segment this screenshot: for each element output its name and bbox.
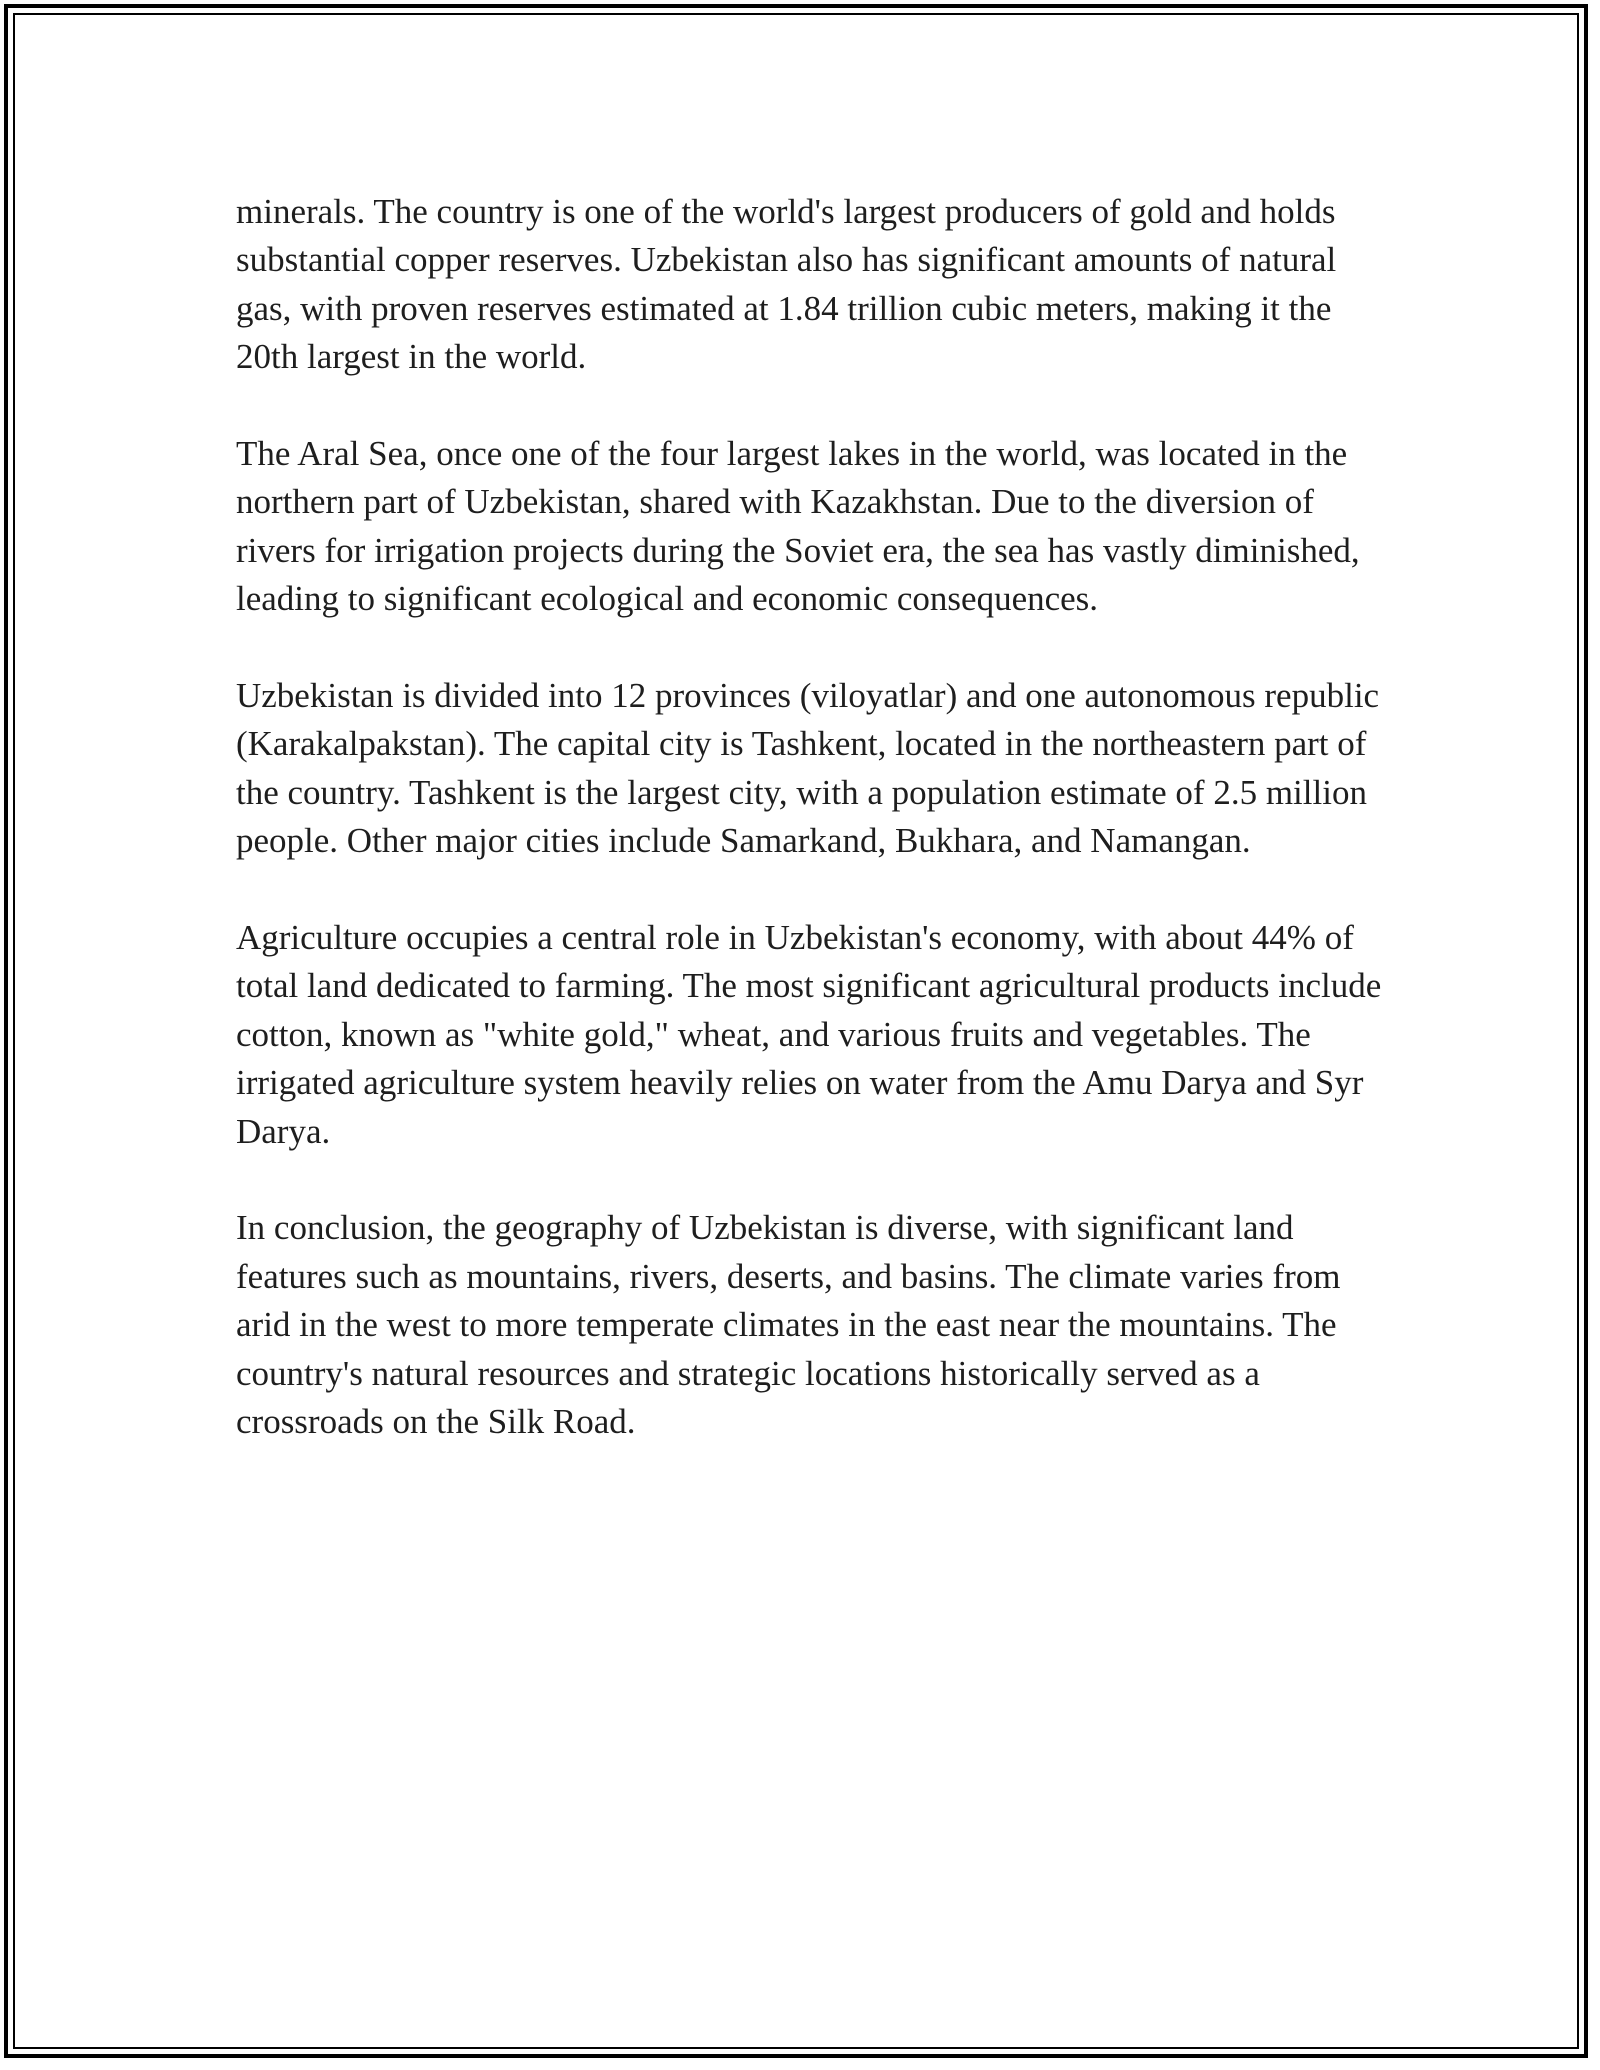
document-body — [236, 188, 1386, 1495]
paragraph-minerals: minerals. The country is one of the world's largest producers of gold and holds substantial copper reserves. Uzbekistan also has significant amounts of natural gas, with proven reserves estimated at 1.84 trillion cubic meters, making it the 20th largest in the world. — [236, 192, 1337, 377]
paragraph-aral-sea: The Aral Sea, once one of the four largest lakes in the world, was located in the northern part of Uzbekistan, shared with Kazakhstan. Due to the diversion of rivers for irrigation projects during the Soviet era, the sea has vastly diminished, leading to significant ecological and economic consequences. — [236, 434, 1360, 619]
paragraph-provinces: Uzbekistan is divided into 12 provinces (viloyatlar) and one autonomous republic (Karakalpakstan). The capital city is Tashkent, located in the northeastern part of the country. Tashkent is the largest city, with a population estimate of 2.5 million people. Other major cities include Samarkand, Bukhara, and Namangan. — [236, 676, 1380, 861]
paragraph-agriculture: Agriculture occupies a central role in Uzbekistan's economy, with about 44% of total land dedicated to farming. The most significant agricultural products include cotton, known as "white gold," wheat, and various fruits and vegetables. The irrigated agriculture system heavily relies on water from the Amu Darya and Syr Darya. — [236, 918, 1382, 1151]
paragraph-conclusion: In conclusion, the geography of Uzbekistan is diverse, with significant land features such as mountains, rivers, deserts, and basins. The climate varies from arid in the west to more temperate climates in the east near the mountains. The country's natural resources and strategic locations historically served as a crossroads on the Silk Road. — [236, 1208, 1341, 1442]
